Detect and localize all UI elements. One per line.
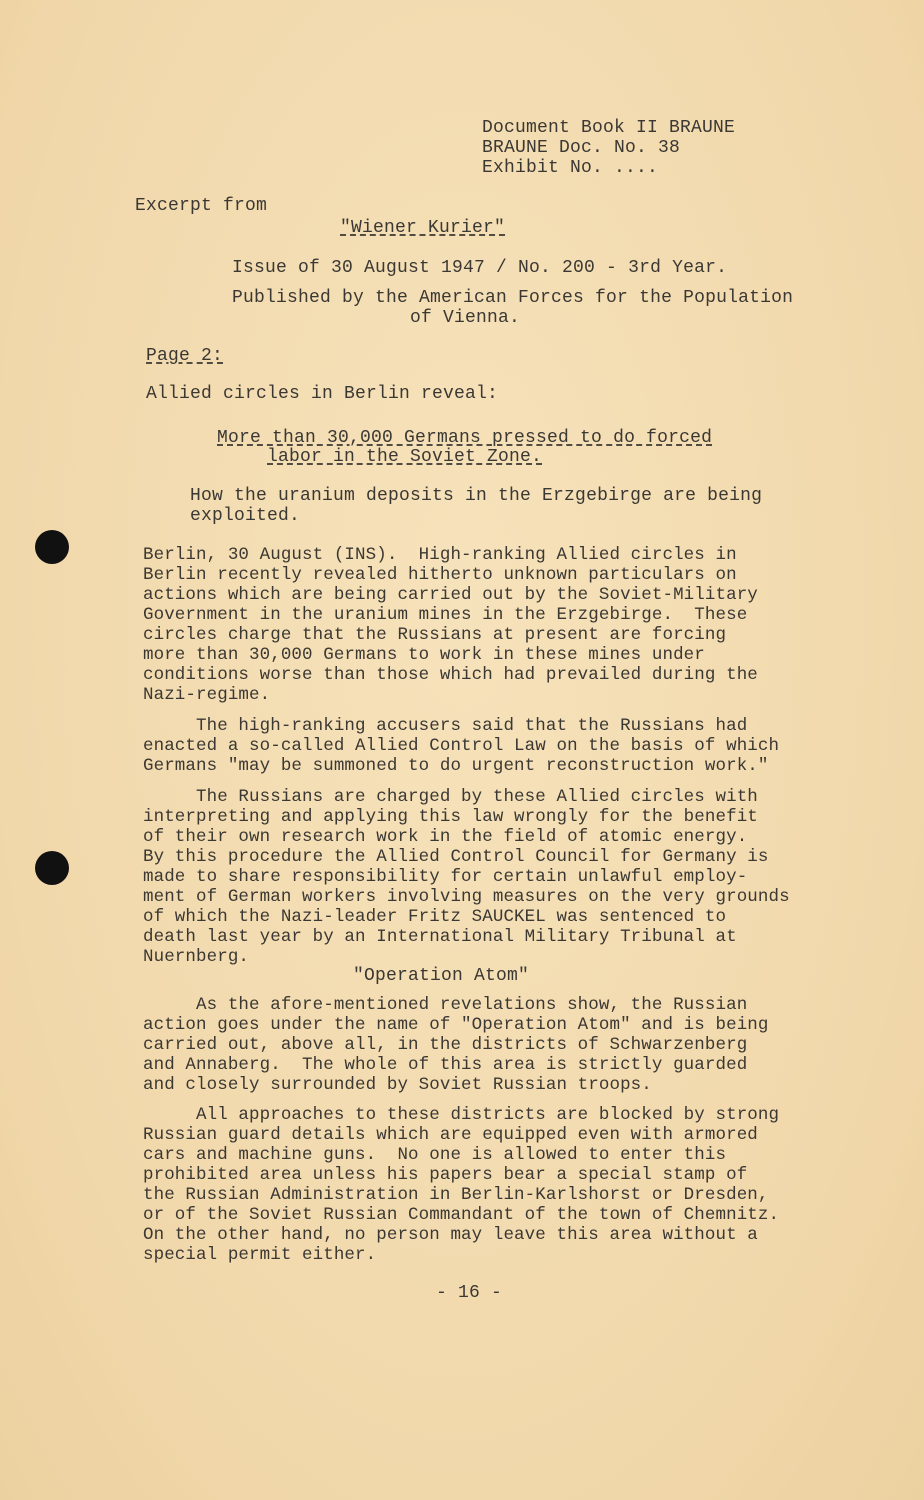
text-line: and Annaberg. The whole of this area is strictly guarded [143, 1055, 748, 1075]
text-line: interpreting and applying this law wrongly for the benefit [143, 807, 758, 827]
text-line: On the other hand, no person may leave this area without a [143, 1225, 758, 1245]
page-reference: Page 2: [146, 346, 224, 366]
text-line: action goes under the name of "Operation Atom" and is being [143, 1015, 769, 1035]
text-line: conditions worse than those which had prevailed during the [143, 665, 758, 685]
text-line: or of the Soviet Russian Commandant of the town of Chemnitz. [143, 1205, 780, 1225]
text-line: cars and machine guns. No one is allowed to enter this [143, 1145, 727, 1165]
subhead-line-2: exploited. [190, 506, 301, 526]
text-line: The high-ranking accusers said that the Russians had [143, 716, 748, 736]
text-line: Germans "may be summoned to do urgent reconstruction work." [143, 756, 769, 776]
text-line: All approaches to these districts are blocked by strong [143, 1105, 780, 1125]
doc-book-line: Document Book II BRAUNE [482, 118, 736, 138]
text-line: Government in the uranium mines in the Erzgebirge. These [143, 605, 748, 625]
text-line: Russian guard details which are equipped even with armored [143, 1125, 758, 1145]
page-number: - 16 - [436, 1283, 503, 1303]
section-title: "Operation Atom" [353, 966, 530, 986]
text-line: As the afore-mentioned revelations show, the Russian [143, 995, 748, 1015]
text-line: special permit either. [143, 1245, 377, 1265]
headline-line-1: More than 30,000 Germans pressed to do forced [217, 428, 713, 448]
text-line: made to share responsibility for certain unlawful employ- [143, 867, 748, 887]
text-line: prohibited area unless his papers bear a special stamp of [143, 1165, 748, 1185]
text-line: the Russian Administration in Berlin-Karlshorst or Dresden, [143, 1185, 769, 1205]
text-line: enacted a so-called Allied Control Law on the basis of which [143, 736, 780, 756]
text-line: Berlin, 30 August (INS). High-ranking Allied circles in [143, 545, 737, 565]
text-line: circles charge that the Russians at present are forcing [143, 625, 727, 645]
newspaper-title: "Wiener Kurier" [340, 218, 506, 238]
text-line: Berlin recently revealed hitherto unknown particulars on [143, 565, 737, 585]
text-line: ment of German workers involving measures on the very grounds [143, 887, 790, 907]
kicker-line: Allied circles in Berlin reveal: [146, 384, 499, 404]
text-line: death last year by an International Military Tribunal at [143, 927, 737, 947]
text-line: of their own research work in the field of atomic energy. [143, 827, 748, 847]
text-line: carried out, above all, in the districts of Schwarzenberg [143, 1035, 748, 1055]
text-line: actions which are being carried out by the Soviet-Military [143, 585, 758, 605]
punch-hole-bottom [35, 851, 69, 885]
exhibit-line: Exhibit No. .... [482, 158, 659, 178]
text-line: and closely surrounded by Soviet Russian troops. [143, 1075, 652, 1095]
text-line: Nazi-regime. [143, 685, 271, 705]
published-line-2: of Vienna. [410, 308, 521, 328]
text-line: of which the Nazi-leader Fritz SAUCKEL was sentenced to [143, 907, 727, 927]
subhead-line-1: How the uranium deposits in the Erzgebirge are being [190, 486, 763, 506]
issue-line: Issue of 30 August 1947 / No. 200 - 3rd Year. [232, 258, 728, 278]
excerpt-label: Excerpt from [135, 196, 268, 216]
headline-line-2: labor in the Soviet Zone. [267, 447, 543, 467]
doc-number-line: BRAUNE Doc. No. 38 [482, 138, 681, 158]
text-line: The Russians are charged by these Allied circles with [143, 787, 758, 807]
punch-hole-top [35, 530, 69, 564]
text-line: Nuernberg. [143, 947, 250, 967]
text-line: more than 30,000 Germans to work in these mines under [143, 645, 705, 665]
published-line-1: Published by the American Forces for the Population [232, 288, 794, 308]
text-line: By this procedure the Allied Control Council for Germany is [143, 847, 769, 867]
